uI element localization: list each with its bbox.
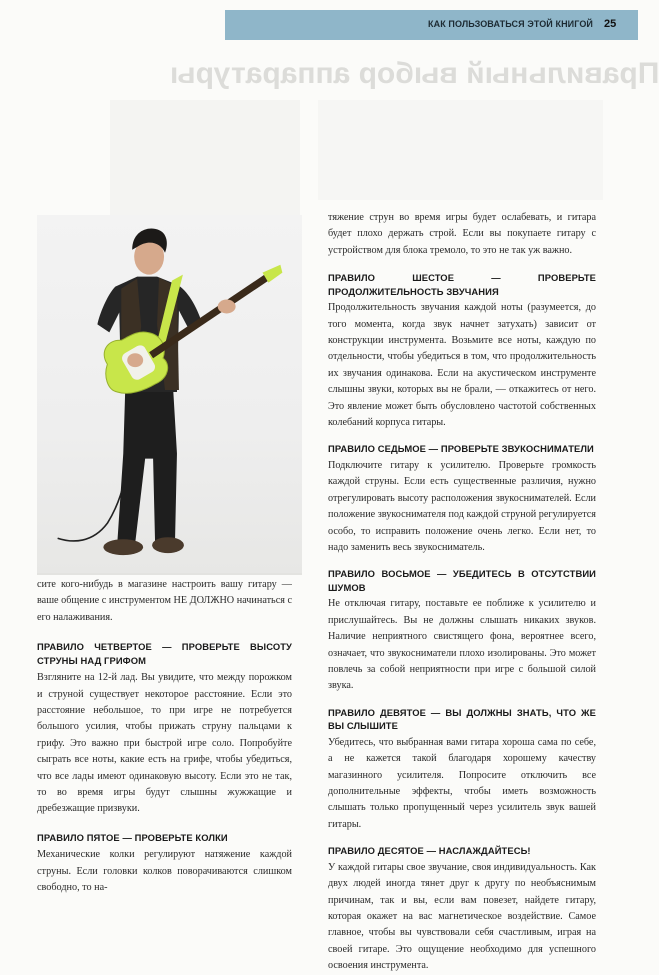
trousers — [117, 386, 177, 543]
continued-paragraph: тяжение струн во время игры будет ослабевать, и гитара будет плохо держать строй. Если вы покупаете гитару с устройством для блока тремоло, то это не так уж важно. — [328, 212, 596, 256]
show-through-title: Правильный выбор аппаратуры — [170, 57, 659, 90]
right-shoe — [152, 537, 184, 553]
section-body: Продолжительность звучания каждой ноты (разумеется, до того момента, когда звук начнет затухать) зависит от конструкции инструмента. Возьмите все ноты, каждую по отдельности, чтобы убедиться в том, что продолжительность их звучания одинакова. Если на акустическом инструменте слышны звуки, которых вы не брали, — откажитесь от него. Это явление может быть обусловлено частотой собственных колебаний корпуса гитары. — [328, 302, 596, 429]
section-heading: ПРАВИЛО СЕДЬМОЕ — ПРОВЕРЬТЕ ЗВУКОСНИМАТЕЛИ — [328, 443, 594, 455]
section-heading: ПРАВИЛО ВОСЬМОЕ — УБЕДИТЕСЬ В ОТСУТСТВИИ ШУМОВ — [328, 568, 596, 593]
section-body: Подключите гитару к усилителю. Проверьте громкость каждой струны. Если есть существенные различия, нужно отрегулировать высоту расположения звукоснимателей. Если положение звукоснимателя под каждой струной регулируется особо, то исправить положение очень легко. Если нет, то надо заменить весь звукосниматель. — [328, 459, 596, 553]
section-body: Не отключая гитару, поставьте ее поближе к усилителю и прислушайтесь. Вы не должны слышать никаких звуков. Наличие неприятного свистящего фона, вероятнее всего, означает, что звукосниматели плохо изолированы. Это может повлечь за собой неприятности при игре с большой силой звука. — [328, 598, 596, 692]
right-column — [328, 210, 596, 975]
section-heading: ПРАВИЛО ДЕСЯТОЕ — НАСЛАЖДАЙТЕСЬ! — [328, 845, 531, 857]
section-body: Механические колки регулируют натяжение каждой струны. Если головки колков поворачиваются слишком свободно, то на- — [37, 849, 292, 894]
right-hand — [127, 353, 143, 367]
running-header-title: КАК ПОЛЬЗОВАТЬСЯ ЭТОЙ КНИГОЙ — [428, 19, 593, 29]
page-number: 25 — [604, 18, 617, 30]
show-through-block — [318, 100, 603, 200]
section-heading: ПРАВИЛО ПЯТОЕ — ПРОВЕРЬТЕ КОЛКИ — [37, 831, 228, 843]
continued-paragraph: сите кого-нибудь в магазине настроить вашу гитару — ваше общение с инструментом НЕ ДОЛЖНО начинаться с его налаживания. — [37, 579, 292, 623]
left-shoe — [103, 539, 143, 555]
section-body: Убедитесь, что выбранная вами гитара хороша сама по себе, а не кажется такой благодаря хорошему качеству магазинного усилителя. Попросите отключить все дополнительные эффекты, чтобы иметь возможность слышать только пропущенный через усилитель звук вашей гитары. — [328, 736, 596, 830]
left-column — [37, 577, 292, 897]
section-heading: ПРАВИЛО ДЕВЯТОЕ — ВЫ ДОЛЖНЫ ЗНАТЬ, ЧТО ЖЕ ВЫ СЛЫШИТЕ — [328, 706, 596, 732]
section-heading: ПРАВИЛО ЧЕТВЕРТОЕ — ПРОВЕРЬТЕ ВЫСОТУ СТРУНЫ НАД ГРИФОМ — [37, 641, 292, 666]
left-hand — [218, 300, 236, 314]
show-through-block — [110, 100, 300, 215]
section-body: Взгляните на 12-й лад. Вы увидите, что между порожком и струной существует некоторое расстояние. Если это расстояние небольшое, то при игре не потребуется большого усилия, чтобы прижать струну пальцами к грифу. Это важно при быстрой игре соло. Попробуйте сыграть все ноты, какие есть на грифе, чтобы убедиться, что все лады имеют одинаковую высоту. Если это не так, то во время игры будут слышны жужжащие и дребезжащие призвуки. — [37, 672, 292, 815]
section-heading: ПРАВИЛО ШЕСТОЕ — ПРОВЕРЬТЕ ПРОДОЛЖИТЕЛЬНОСТЬ ЗВУЧАНИЯ — [328, 272, 596, 297]
section-body: У каждой гитары свое звучание, своя индивидуальность. Как двух людей иногда тянет друг к другу по необъяснимым причинам, так и вы, если вам повезет, найдете гитару, которая окажет на вас магнетическое воздействие. Самое главное, чтобы вы чувствовали себя счастливым, играя на своей гитаре. Это ощущение необходимо для успешного освоения инструмента. — [328, 861, 596, 972]
guitarist-photo — [37, 215, 302, 575]
